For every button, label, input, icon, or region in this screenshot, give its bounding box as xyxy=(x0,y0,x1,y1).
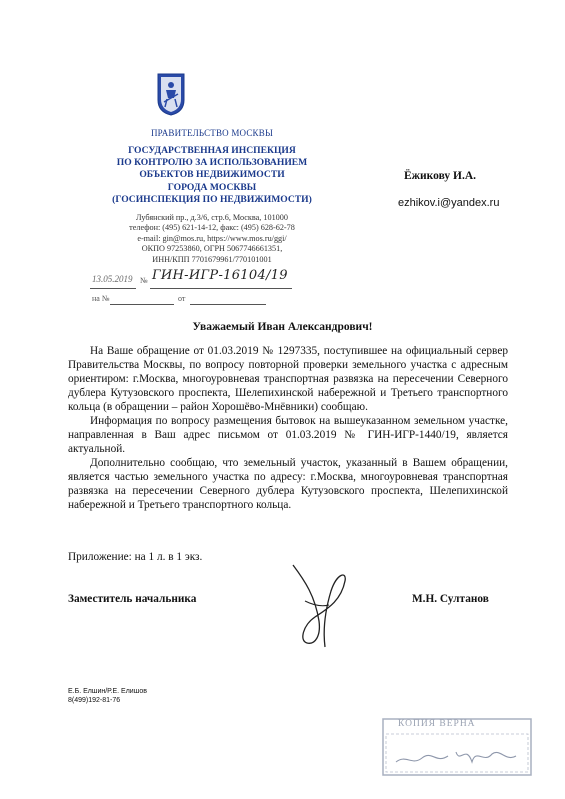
handwritten-signature xyxy=(285,561,349,651)
org-line: ПО КОНТРОЛЮ ЗА ИСПОЛЬЗОВАНИЕМ xyxy=(116,157,308,169)
body-paragraph: Дополнительно сообщаю, что земельный участок, указанный в Вашем обращении, является частью земельного участка по адресу: г.Москва, многоуровневая транспортная развязка на пересечении Северного дублера Кутузовского проспекта, Шелепихинской набережной и Третьего транспортного кольца. xyxy=(68,457,508,511)
appendix-note: Приложение: на 1 л. в 1 экз. xyxy=(68,551,203,563)
contact-line: ОКПО 97253860, ОГРН 5067746661351, xyxy=(141,244,283,254)
signatory-title: Заместитель начальника xyxy=(68,593,197,605)
registration-date: 13.05.2019 xyxy=(92,274,133,284)
signatory-name: М.Н. Султанов xyxy=(412,593,489,605)
reference-date-underline xyxy=(190,304,266,305)
org-line: (ГОСИНСПЕКЦИЯ ПО НЕДВИЖИМОСТИ) xyxy=(112,193,312,205)
moscow-coat-of-arms-icon xyxy=(156,72,186,116)
number-underline xyxy=(150,288,292,289)
body-paragraph: Информация по вопросу размещения бытовок на вышеуказанном земельном участке, направленная в Ваш адрес письмом от 01.03.2019 № ГИН-ИГР-1440/19, является актуальной. xyxy=(68,415,508,455)
org-line: ОБЪЕКТОВ НЕДВИЖИМОСТИ xyxy=(139,169,285,181)
contact-line: телефон: (495) 621-14-12, факс: (495) 628-62-78 xyxy=(129,223,295,233)
executor-phone: 8(499)192-81-76 xyxy=(68,697,121,704)
executor-names: Е.Б. Елшин/Р.Е. Елишов xyxy=(68,688,147,695)
reference-number-underline xyxy=(110,304,174,305)
recipient-email: ezhikov.i@yandex.ru xyxy=(398,197,500,209)
date-underline xyxy=(90,288,136,289)
letter-greeting: Уважаемый Иван Александрович! xyxy=(192,321,373,333)
registration-number-label: № xyxy=(140,276,148,285)
reference-date-label: от xyxy=(178,294,186,303)
executor-info xyxy=(68,687,147,705)
registration-number: ГИН-ИГР-16104/19 xyxy=(152,268,288,283)
org-line: ГОСУДАРСТВЕННАЯ ИНСПЕКЦИЯ xyxy=(128,145,296,156)
reference-number-label: на № xyxy=(92,294,110,303)
letter-body xyxy=(68,344,508,512)
government-title: ПРАВИТЕЛЬСТВО МОСКВЫ xyxy=(150,128,273,138)
contact-line: Лубянский пр., д.3/6, стр.6, Москва, 101000 xyxy=(136,213,288,222)
org-line: ГОРОДА МОСКВЫ xyxy=(167,181,257,193)
organization-contacts xyxy=(60,213,364,265)
body-paragraph: На Ваше обращение от 01.03.2019 № 1297335, поступившее на официальный сервер Правительства Москвы, по вопросу повторной проверки земельного участка с адресным ориентиром: г.Москва, многоуровневая транспортная развязка на пересечении Северного дублера Кутузовского проспекта, Шелепихинской набережной и Третьего транспортного кольца (в обращении – район Хорошёво-Мнёвники) сообщаю. xyxy=(68,345,508,413)
stamp-text: КОПИЯ ВЕРНА xyxy=(398,719,476,729)
organization-name xyxy=(60,145,364,206)
recipient-name: Ёжикову И.А. xyxy=(404,170,477,182)
contact-line: ИНН/КПП 7701679961/770101001 xyxy=(152,254,272,264)
contact-line: e-mail: gin@mos.ru, https://www.mos.ru/ggi/ xyxy=(137,233,287,243)
